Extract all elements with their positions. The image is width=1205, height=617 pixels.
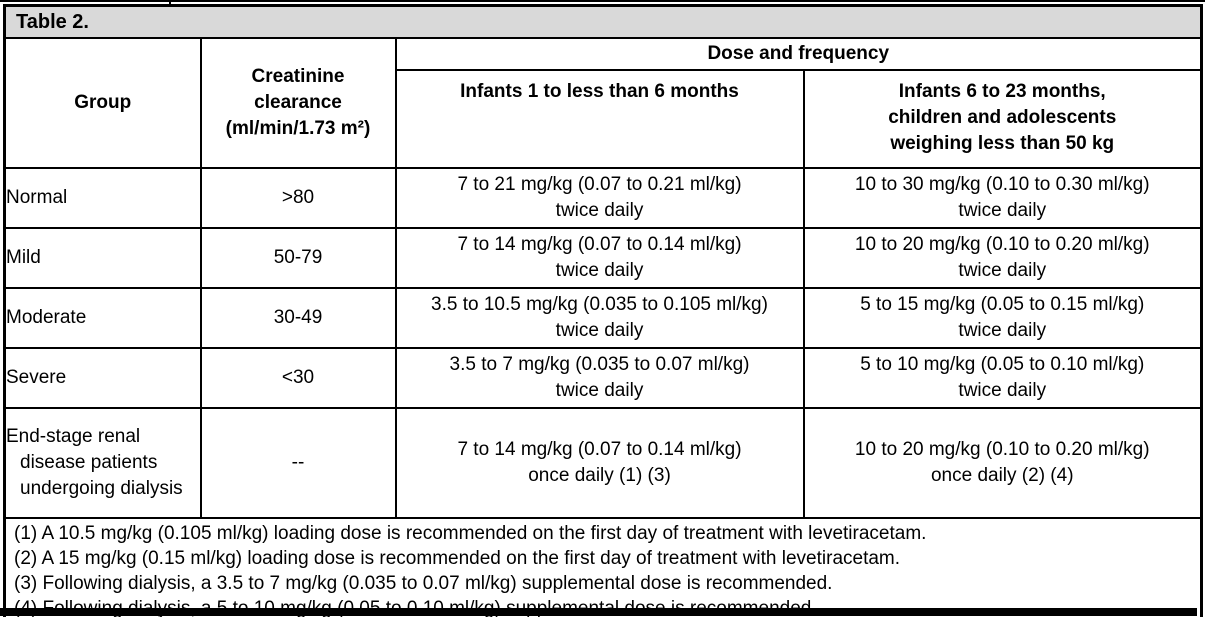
frequency-line: once daily (1) (3) bbox=[528, 465, 671, 486]
creatinine-line: (ml/min/1.73 m²) bbox=[225, 118, 371, 139]
table-row-end-stage-renal bbox=[5, 408, 1202, 518]
footnotes-cell bbox=[5, 518, 1202, 617]
dose-line: 3.5 to 7 mg/kg (0.035 to 0.07 ml/kg) bbox=[449, 354, 750, 375]
infants-6-23-line: children and adolescents bbox=[888, 107, 1117, 128]
col-header-infants-1-to-6: Infants 1 to less than 6 months bbox=[396, 70, 804, 168]
footnote-3: (3) Following dialysis, a 3.5 to 7 mg/kg (0.035 to 0.07 ml/kg) supplemental dose is recommended. bbox=[14, 573, 833, 594]
group-cell: Mild bbox=[5, 228, 201, 288]
frequency-line: twice daily bbox=[958, 200, 1047, 221]
table-row-severe bbox=[5, 348, 1202, 408]
infants-6-23-line: Infants 6 to 23 months, bbox=[898, 81, 1106, 102]
footnotes-row bbox=[5, 518, 1202, 617]
dosing-table bbox=[3, 4, 1203, 617]
dose-cell-infants-6-23 bbox=[804, 228, 1202, 288]
group-cell: Moderate bbox=[5, 288, 201, 348]
dose-line: 7 to 14 mg/kg (0.07 to 0.14 ml/kg) bbox=[457, 234, 742, 255]
frequency-line: once daily (2) (4) bbox=[930, 465, 1074, 486]
dose-line: 7 to 14 mg/kg (0.07 to 0.14 ml/kg) bbox=[457, 439, 742, 460]
header-row-top bbox=[5, 38, 1202, 70]
frequency-line: twice daily bbox=[958, 260, 1047, 281]
table-title-row bbox=[5, 6, 1202, 39]
previous-table-bottom-border bbox=[0, 0, 1205, 2]
col-header-creatinine-clearance bbox=[201, 38, 396, 168]
dose-line: 10 to 20 mg/kg (0.10 to 0.20 ml/kg) bbox=[854, 439, 1150, 460]
infants-6-23-line: weighing less than 50 kg bbox=[890, 133, 1115, 154]
frequency-line: twice daily bbox=[555, 320, 644, 341]
col-header-group: Group bbox=[5, 38, 201, 168]
group-text: End-stage renal disease patients undergoing dialysis bbox=[6, 426, 183, 499]
frequency-line: twice daily bbox=[555, 200, 644, 221]
dose-cell-infants-1-6 bbox=[396, 228, 804, 288]
col-header-dose-and-frequency: Dose and frequency bbox=[396, 38, 1202, 70]
dose-cell-infants-1-6 bbox=[396, 348, 804, 408]
clearance-cell: 30-49 bbox=[201, 288, 396, 348]
col-header-infants-6-to-23 bbox=[804, 70, 1202, 168]
clearance-cell: 50-79 bbox=[201, 228, 396, 288]
clearance-cell: <30 bbox=[201, 348, 396, 408]
table-row-normal bbox=[5, 168, 1202, 228]
group-cell: Severe bbox=[5, 348, 201, 408]
frequency-line: twice daily bbox=[958, 320, 1047, 341]
section-divider-bar bbox=[0, 608, 1197, 616]
dose-cell-infants-6-23 bbox=[804, 348, 1202, 408]
frequency-line: twice daily bbox=[555, 260, 644, 281]
frequency-line: twice daily bbox=[958, 380, 1047, 401]
footnote-1: (1) A 10.5 mg/kg (0.105 ml/kg) loading dose is recommended on the first day of treatment with levetiracetam. bbox=[14, 523, 927, 544]
table-row-mild bbox=[5, 228, 1202, 288]
dose-cell-infants-1-6 bbox=[396, 408, 804, 518]
footnote-2: (2) A 15 mg/kg (0.15 ml/kg) loading dose is recommended on the first day of treatment with levetiracetam. bbox=[14, 548, 901, 569]
group-cell bbox=[5, 408, 201, 518]
clearance-cell: -- bbox=[201, 408, 396, 518]
group-cell: Normal bbox=[5, 168, 201, 228]
dose-line: 7 to 21 mg/kg (0.07 to 0.21 ml/kg) bbox=[457, 174, 742, 195]
creatinine-line: Creatinine bbox=[251, 66, 345, 87]
dose-cell-infants-6-23 bbox=[804, 288, 1202, 348]
table-title: Table 2. bbox=[5, 6, 1202, 39]
dose-cell-infants-6-23 bbox=[804, 408, 1202, 518]
dose-cell-infants-1-6 bbox=[396, 168, 804, 228]
dose-line: 3.5 to 10.5 mg/kg (0.035 to 0.105 ml/kg) bbox=[431, 294, 768, 315]
table-row-moderate bbox=[5, 288, 1202, 348]
dose-cell-infants-6-23 bbox=[804, 168, 1202, 228]
dose-cell-infants-1-6 bbox=[396, 288, 804, 348]
creatinine-line: clearance bbox=[254, 92, 342, 113]
dose-line: 5 to 10 mg/kg (0.05 to 0.10 ml/kg) bbox=[860, 354, 1145, 375]
frequency-line: twice daily bbox=[555, 380, 644, 401]
clearance-cell: >80 bbox=[201, 168, 396, 228]
dose-line: 5 to 15 mg/kg (0.05 to 0.15 ml/kg) bbox=[860, 294, 1145, 315]
dose-line: 10 to 30 mg/kg (0.10 to 0.30 ml/kg) bbox=[854, 174, 1150, 195]
dose-line: 10 to 20 mg/kg (0.10 to 0.20 ml/kg) bbox=[854, 234, 1150, 255]
